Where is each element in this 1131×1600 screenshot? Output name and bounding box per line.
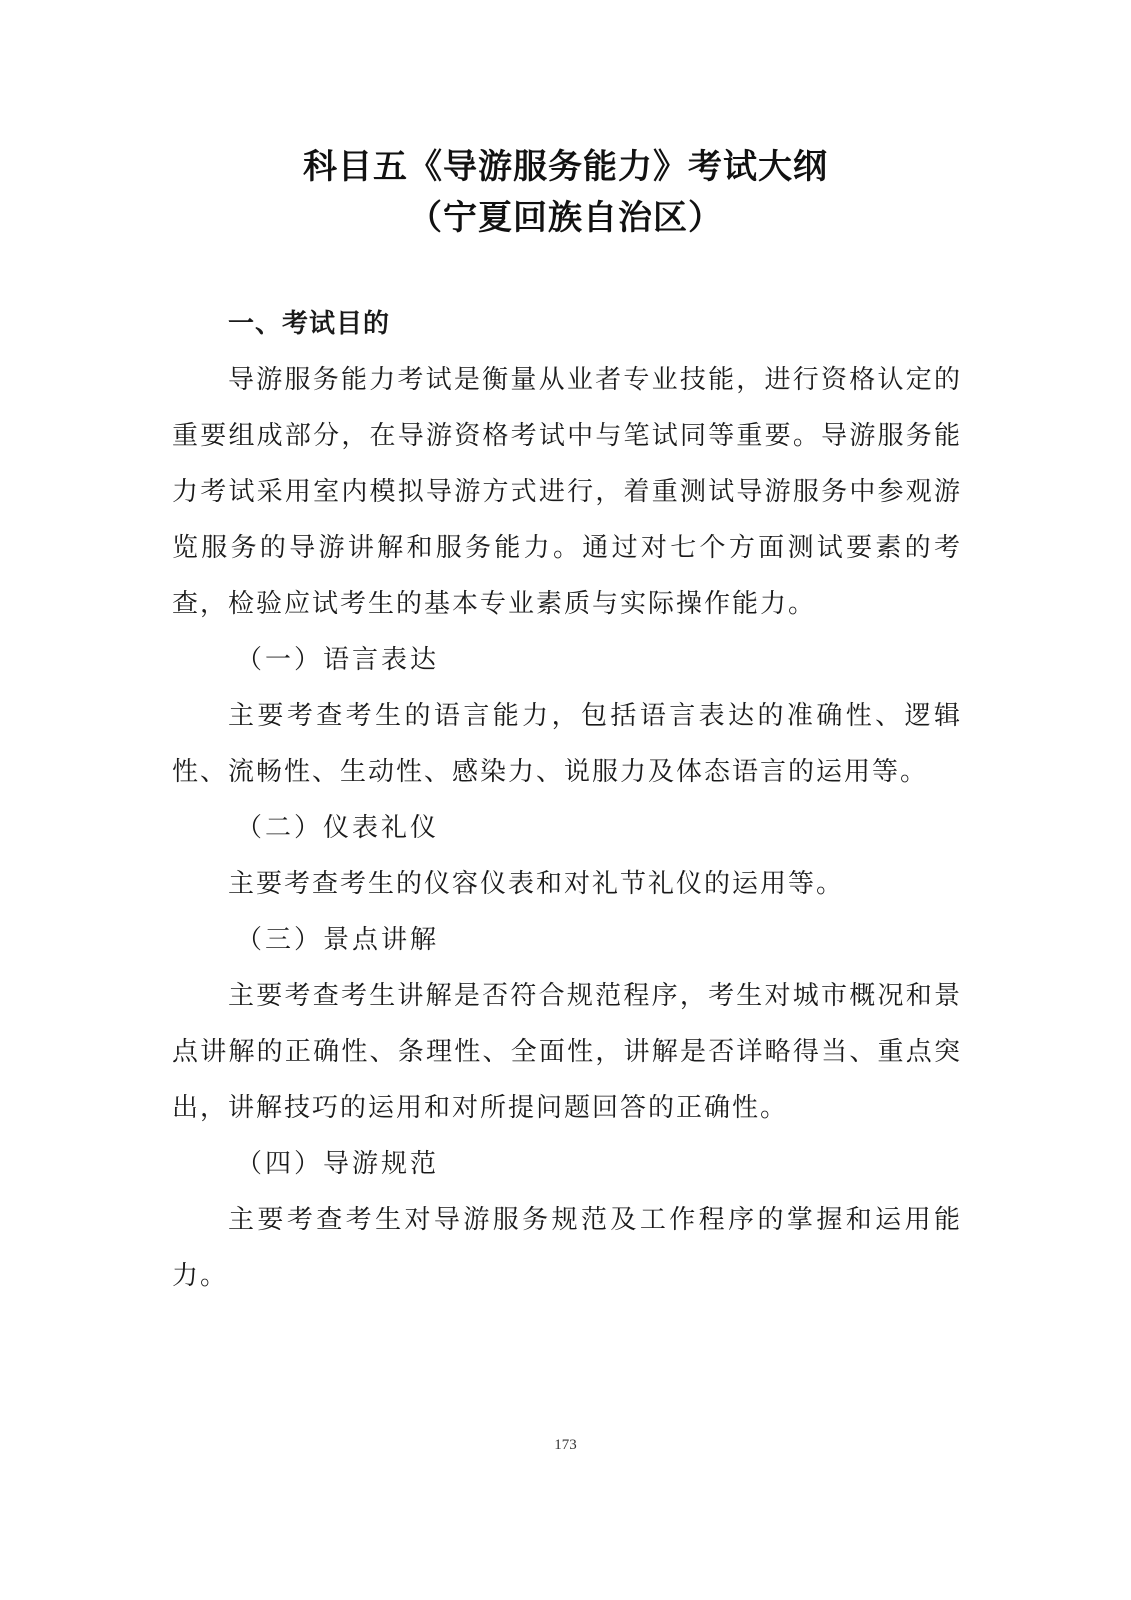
intro-paragraph: 导游服务能力考试是衡量从业者专业技能，进行资格认定的重要组成部分，在导游资格考试中与笔试同等重要。导游服务能力考试采用室内模拟导游方式进行，着重测试导游服务中参观游览服务的导游讲解和服务能力。通过对七个方面测试要素的考查，检验应试考生的基本专业素质与实际操作能力。 <box>172 365 962 619</box>
item-heading-appearance-etiquette: （二）仪表礼仪 <box>236 813 440 843</box>
document-subtitle-region: （宁夏回族自治区） <box>408 198 723 238</box>
item-text-appearance-etiquette: 主要考查考生的仪容仪表和对礼节礼仪的运用等。 <box>228 869 845 899</box>
section-heading-exam-purpose: 一、考试目的 <box>228 309 391 339</box>
item-text-guide-norms: 主要考查考生对导游服务规范及工作程序的掌握和运用能力。 <box>172 1205 962 1291</box>
document-title: 科目五《导游服务能力》考试大纲 <box>303 147 828 187</box>
item-text-language-expression: 主要考查考生的语言能力，包括语言表达的准确性、逻辑性、流畅性、生动性、感染力、说服力及体态语言的运用等。 <box>172 701 962 787</box>
document-body <box>172 296 962 1304</box>
item-heading-language-expression: （一）语言表达 <box>236 645 440 675</box>
item-heading-scenic-explanation: （三）景点讲解 <box>236 925 440 955</box>
page-number: 173 <box>554 1437 577 1453</box>
item-text-scenic-explanation: 主要考查考生讲解是否符合规范程序，考生对城市概况和景点讲解的正确性、条理性、全面性，讲解是否详略得当、重点突出，讲解技巧的运用和对所提问题回答的正确性。 <box>172 981 962 1123</box>
item-heading-guide-norms: （四）导游规范 <box>236 1149 440 1179</box>
